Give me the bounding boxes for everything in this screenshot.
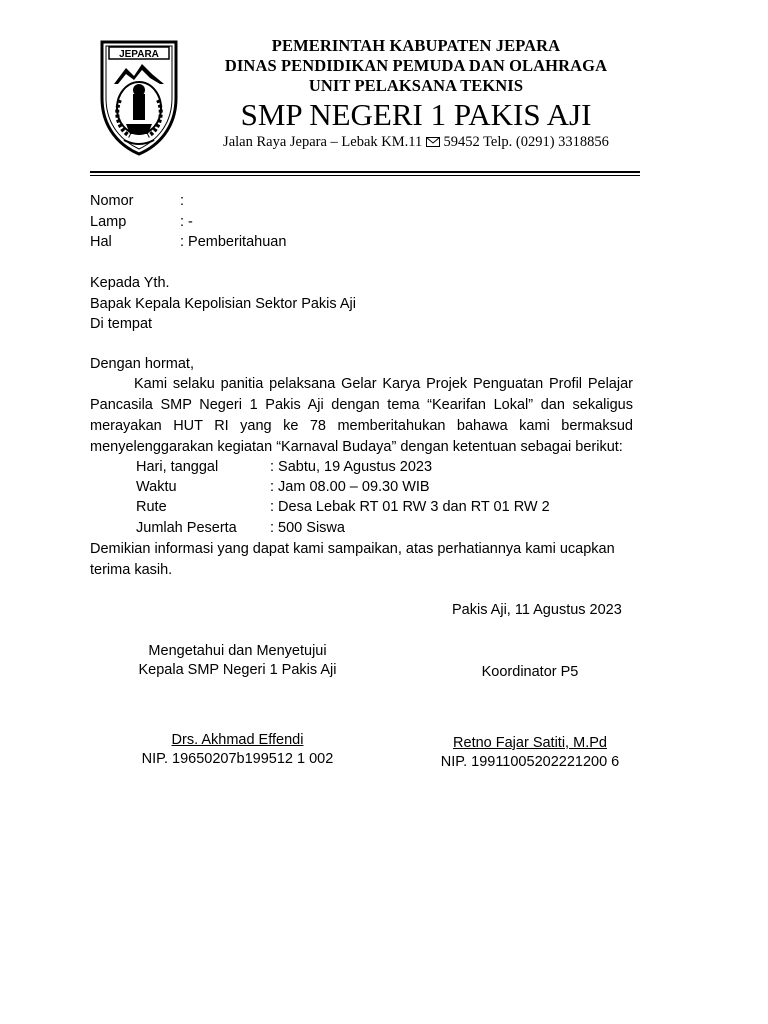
letterhead-divider-thick [90,171,640,173]
detail-label-route: Rute [136,499,167,515]
detail-value-time: : Jam 08.00 – 09.30 WIB [270,479,430,495]
letterhead-department: DINAS PENDIDIKAN PEMUDA DAN OLAHRAGA [224,56,608,75]
detail-value-date: : Sabtu, 19 Agustus 2023 [270,459,433,475]
letterhead-government: PEMERINTAH KABUPATEN JEPARA [271,36,561,55]
signature-right-nip: NIP. 19911005202221200 6 [440,754,620,770]
signature-left-name: Drs. Akhmad Effendi [171,732,304,748]
detail-value-participants: : 500 Siswa [270,520,345,536]
jepara-regency-emblem-logo [96,36,182,158]
meta-value-nomor: : [180,193,185,209]
meta-value-lamp: : - [180,214,193,230]
place-date: Pakis Aji, 11 Agustus 2023 [452,602,622,618]
envelope-icon [426,137,440,147]
detail-value-route: : Desa Lebak RT 01 RW 3 dan RT 01 RW 2 [270,499,550,515]
signature-left-title-line1: Mengetahui dan Menyetujui [148,643,327,659]
closing-paragraph: Demikian informasi yang dapat kami sampaikan, atas perhatiannya kami ucapkan terima kasih. [90,541,615,578]
detail-label-participants: Jumlah Peserta [136,520,237,536]
signature-right-title: Koordinator P5 [481,664,579,680]
signature-left-block [115,731,360,769]
meta-label-nomor: Nomor [90,193,134,209]
meta-value-hal: : Pemberitahuan [180,234,287,250]
greeting: Dengan hormat, [90,356,194,372]
recipient-location: Di tempat [90,316,153,333]
body-paragraph-text: Kami selaku panitia pelaksana Gelar Karya Projek Penguatan Profil Pelajar Pancasila SMP Negeri 1 Pakis Aji dengan tema “Kearifan Lokal” dan sekaligus merayakan HUT RI yang ke 78 memberitahukan bahawa kami bermaksud menyelenggarakan kegiatan “Karnaval Budaya” dengan ketentuan sebagai berikut: [90,376,633,455]
signature-left-nip: NIP. 19650207b199512 1 002 [141,751,334,767]
detail-label-date: Hari, tanggal [136,459,219,475]
body-paragraph [90,374,633,458]
meta-label-lamp: Lamp [90,214,127,230]
recipient-salutation: Kepada Yth. [90,275,170,291]
address-street: Jalan Raya Jepara – Lebak KM.11 [223,134,423,150]
letterhead-divider-thin [90,175,640,176]
signature-right-name: Retno Fajar Satiti, M.Pd [453,735,607,751]
letterhead-unit: UNIT PELAKSANA TEKNIS [308,76,524,95]
signature-left-title-line2: Kepala SMP Negeri 1 Pakis Aji [138,662,337,678]
recipient-block [90,273,356,335]
recipient-name: Bapak Kepala Kepolisian Sektor Pakis Aji [90,295,356,312]
meta-label-hal: Hal [90,234,112,250]
signature-left-title [115,642,360,680]
signature-right-block [410,734,650,772]
logo-text: JEPARA [119,49,159,60]
letterhead-school-name: SMP NEGERI 1 PAKIS AJI [240,97,592,132]
detail-label-time: Waktu [136,479,177,495]
letterhead-address [196,133,636,151]
letterhead [196,36,636,151]
address-postal-phone: 59452 Telp. (0291) 3318856 [443,134,609,150]
